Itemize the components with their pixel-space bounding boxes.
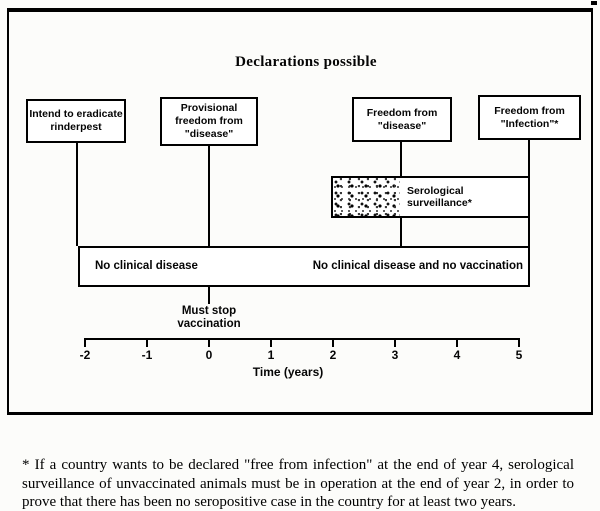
box-intend-to-eradicate — [26, 99, 126, 143]
footnote — [22, 456, 574, 511]
box-label-line: Intend to eradicate — [29, 108, 123, 120]
connector-intend-to-bar — [76, 142, 78, 246]
box-label-line: Freedom from — [494, 104, 565, 117]
footnote-line: surveillance of unvaccinated animals must be in operation at the end of year 2, in order to — [22, 475, 574, 492]
connector-bar-to-must-stop — [208, 286, 210, 304]
axis-tick — [394, 338, 396, 347]
no-clinical-disease-no-vaccination-label: No clinical disease and no vaccination — [312, 260, 523, 272]
axis-tick-label: 1 — [267, 348, 275, 362]
box-label-line: "Infection"* — [500, 117, 559, 130]
axis-tick-label: -2 — [79, 348, 91, 362]
box-label-line: "disease" — [377, 119, 427, 132]
connector-freedom-disease-to-surveillance — [400, 141, 402, 176]
axis-tick-label: 0 — [205, 348, 213, 362]
must-stop-line: Must stop — [181, 305, 237, 317]
box-label-line: rinderpest — [50, 121, 102, 133]
axis-tick — [208, 338, 210, 347]
axis-tick-label: 5 — [515, 348, 523, 362]
connector-freedom-infection-to-surveillance — [528, 139, 530, 176]
axis-tick — [270, 338, 272, 347]
axis-tick-label: 4 — [453, 348, 461, 362]
axis-tick-label: 3 — [391, 348, 399, 362]
axis-tick — [456, 338, 458, 347]
footnote-line: * If a country wants to be declared "free from infection" at the end of year 4, serological — [22, 457, 574, 473]
connector-provisional-to-bar — [208, 145, 210, 246]
figure-title: Declarations possible — [235, 54, 377, 70]
box-label-line: "disease" — [184, 128, 234, 140]
box-label-line: freedom from — [175, 115, 243, 127]
time-axis — [84, 338, 520, 340]
box-provisional-freedom-from-disease — [160, 97, 258, 146]
axis-tick-label: -1 — [141, 348, 153, 362]
axis-tick — [332, 338, 334, 347]
time-axis-label: Time (years) — [252, 365, 324, 379]
box-freedom-from-disease — [352, 97, 452, 142]
serological-surveillance-label: Serological surveillance* — [407, 185, 472, 209]
must-stop-vaccination-label — [149, 305, 269, 331]
serological-surveillance-box — [331, 176, 530, 218]
box-freedom-from-infection — [478, 95, 581, 140]
axis-tick — [146, 338, 148, 347]
scan-artifact-dot — [591, 1, 597, 5]
footnote-line: prove that there has been no seropositive case in the country for at least two years. — [22, 494, 516, 510]
axis-tick-label: 2 — [329, 348, 337, 362]
no-clinical-disease-label: No clinical disease — [95, 260, 198, 272]
must-stop-line: vaccination — [177, 318, 241, 330]
box-label-line: Freedom from — [366, 106, 438, 119]
connector-surveillance-to-bar-year3 — [400, 216, 402, 246]
stipple-pattern — [333, 178, 400, 216]
box-label-line: Provisional — [180, 102, 238, 114]
axis-tick — [518, 338, 520, 347]
condition-bar — [78, 246, 530, 287]
connector-surveillance-to-bar-year5 — [528, 216, 530, 246]
axis-tick — [84, 338, 86, 347]
